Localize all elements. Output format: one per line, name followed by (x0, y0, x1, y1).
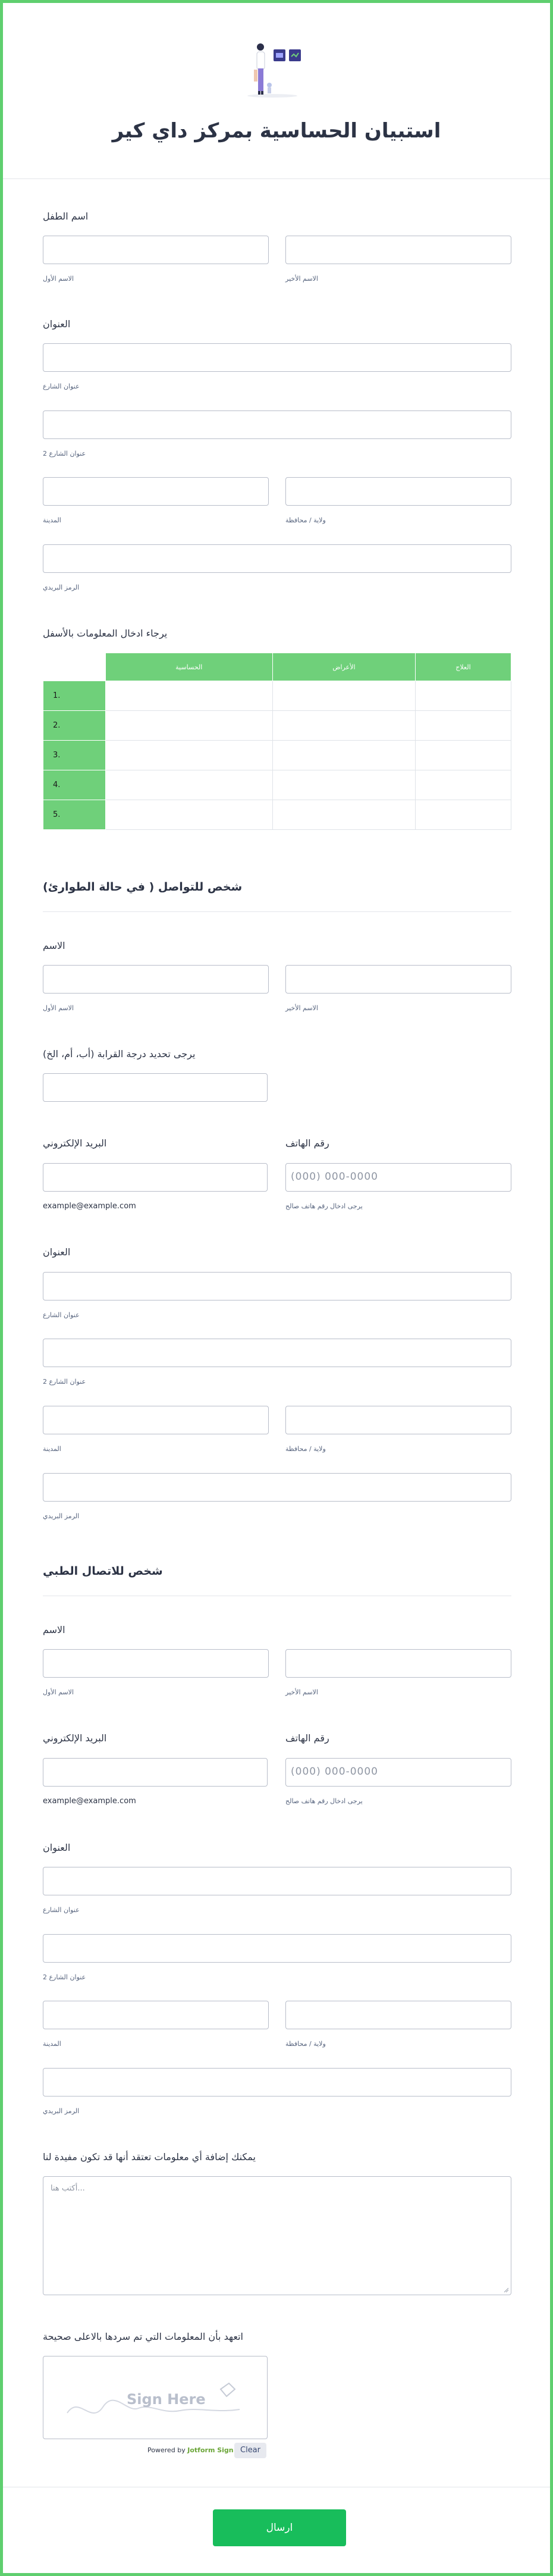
allergy-matrix (43, 653, 511, 830)
matrix-col-header: الأعراض (272, 653, 415, 681)
textarea-placeholder: أكتب هنا... (51, 2184, 85, 2193)
first-name-sublabel: الاسم الأول (43, 275, 74, 283)
matrix-row-header: 1. (43, 681, 106, 711)
matrix-cell[interactable] (105, 711, 272, 741)
emergency-state-input[interactable] (285, 1406, 511, 1434)
clear-signature-button[interactable]: Clear (234, 2443, 266, 2458)
emergency-street2-input[interactable] (43, 1339, 511, 1367)
signature-pad[interactable] (43, 2356, 268, 2439)
first-name-sublabel: الاسم الأول (43, 1004, 74, 1012)
medical-email-label: البريد الإلكتروني (43, 1732, 107, 1744)
medical-street-input[interactable] (43, 1867, 511, 1895)
matrix-cell[interactable] (272, 681, 415, 711)
emergency-address-label: العنوان (43, 1246, 71, 1258)
medical-address-label: العنوان (43, 1842, 71, 1853)
zip-sublabel: الرمز البريدي (43, 584, 80, 591)
matrix-cell[interactable] (272, 770, 415, 800)
address-label: العنوان (43, 318, 71, 330)
street2-sublabel: عنوان الشارع 2 (43, 450, 86, 457)
state-sublabel: ولاية / محافظة (285, 516, 326, 524)
zip-sublabel: الرمز البريدي (43, 1512, 80, 1520)
child-last-name-input[interactable] (285, 236, 511, 264)
matrix-cell[interactable] (105, 770, 272, 800)
doctor-illustration-icon (237, 39, 320, 98)
street-sublabel: عنوان الشارع (43, 383, 80, 390)
matrix-row-header: 3. (43, 741, 106, 770)
emergency-street-input[interactable] (43, 1272, 511, 1300)
matrix-cell[interactable] (415, 741, 511, 770)
state-sublabel: ولاية / محافظة (285, 2040, 326, 2048)
medical-name-label: الاسم (43, 1624, 65, 1635)
matrix-cell[interactable] (415, 681, 511, 711)
relation-input[interactable] (43, 1073, 268, 1102)
matrix-cell[interactable] (105, 681, 272, 711)
divider (43, 911, 511, 912)
city-sublabel: المدينة (43, 2040, 61, 2048)
phone-sublabel: يرجى ادخال رقم هاتف صالح (285, 1202, 363, 1210)
medical-city-input[interactable] (43, 2001, 269, 2029)
medical-email-input[interactable] (43, 1758, 268, 1787)
divider (3, 178, 550, 179)
city-sublabel: المدينة (43, 516, 61, 524)
extra-info-textarea[interactable] (43, 2176, 511, 2295)
state-input[interactable] (285, 477, 511, 506)
medical-heading: شخص للاتصال الطبي (43, 1565, 163, 1578)
submit-button[interactable]: ارسال (213, 2509, 346, 2546)
last-name-sublabel: الاسم الأخير (285, 1688, 318, 1696)
medical-last-name-input[interactable] (285, 1649, 511, 1678)
emergency-name-label: الاسم (43, 940, 65, 951)
matrix-cell[interactable] (415, 770, 511, 800)
matrix-cell[interactable] (272, 800, 415, 830)
emergency-email-label: البريد الإلكتروني (43, 1137, 107, 1149)
matrix-cell[interactable] (415, 711, 511, 741)
form-page (3, 3, 550, 2573)
powered-brand: Jotform Sign (187, 2446, 234, 2454)
medical-zip-input[interactable] (43, 2068, 511, 2096)
matrix-corner (43, 653, 106, 681)
street-sublabel: عنوان الشارع (43, 1311, 80, 1319)
resize-handle-icon[interactable] (503, 2287, 509, 2293)
matrix-col-header: العلاج (415, 653, 511, 681)
matrix-label: يرجاء ادخال المعلومات بالأسفل (43, 628, 168, 639)
relation-label: يرجى تحديد درجة القرابة (أب، أم، الخ) (43, 1048, 196, 1060)
extra-info-label: يمكنك إضافة أي معلومات تعتقد أنها قد تكون مفيدة لنا (43, 2151, 256, 2163)
phone-placeholder: (000) 000-0000 (291, 1171, 378, 1183)
emergency-phone-input[interactable] (285, 1163, 511, 1192)
email-sublabel: example@example.com (43, 1797, 136, 1806)
zip-sublabel: الرمز البريدي (43, 2107, 80, 2115)
sign-here-text: Sign Here (127, 2391, 206, 2408)
last-name-sublabel: الاسم الأخير (285, 275, 318, 283)
emergency-last-name-input[interactable] (285, 965, 511, 994)
child-first-name-input[interactable] (43, 236, 269, 264)
matrix-cell[interactable] (272, 741, 415, 770)
pledge-label: اتعهد بأن المعلومات التي تم سردها بالاعلى صحيحة (43, 2331, 243, 2342)
emergency-heading: شخص للتواصل ( في حالة الطوارئ) (43, 880, 243, 894)
medical-phone-input[interactable] (285, 1758, 511, 1787)
phone-sublabel: يرجى ادخال رقم هاتف صالح (285, 1797, 363, 1805)
form-title: استبيان الحساسية بمركز داي كير (112, 119, 441, 143)
matrix-cell[interactable] (105, 800, 272, 830)
zip-input[interactable] (43, 544, 511, 573)
emergency-city-input[interactable] (43, 1406, 269, 1434)
emergency-zip-input[interactable] (43, 1473, 511, 1502)
street-sublabel: عنوان الشارع (43, 1906, 80, 1914)
powered-prefix: Powered by (147, 2446, 186, 2454)
pen-icon (221, 2383, 235, 2396)
street2-sublabel: عنوان الشارع 2 (43, 1973, 86, 1981)
matrix-row-header: 2. (43, 711, 106, 741)
state-sublabel: ولاية / محافظة (285, 1445, 326, 1453)
child-name-label: اسم الطفل (43, 211, 89, 222)
emergency-first-name-input[interactable] (43, 965, 269, 994)
last-name-sublabel: الاسم الأخير (285, 1004, 318, 1012)
emergency-phone-label: رقم الهاتف (285, 1137, 329, 1149)
matrix-cell[interactable] (415, 800, 511, 830)
medical-state-input[interactable] (285, 2001, 511, 2029)
medical-street2-input[interactable] (43, 1934, 511, 1963)
street2-sublabel: عنوان الشارع 2 (43, 1378, 86, 1386)
email-sublabel: example@example.com (43, 1202, 136, 1211)
matrix-col-header: الحساسية (105, 653, 272, 681)
matrix-row-header: 5. (43, 800, 106, 830)
matrix-cell[interactable] (105, 741, 272, 770)
city-input[interactable] (43, 477, 269, 506)
emergency-email-input[interactable] (43, 1163, 268, 1192)
street2-input[interactable] (43, 410, 511, 439)
medical-phone-label: رقم الهاتف (285, 1732, 329, 1744)
street-input[interactable] (43, 343, 511, 372)
first-name-sublabel: الاسم الأول (43, 1688, 74, 1696)
powered-by (147, 2446, 234, 2454)
phone-placeholder: (000) 000-0000 (291, 1766, 378, 1778)
medical-first-name-input[interactable] (43, 1649, 269, 1678)
matrix-cell[interactable] (272, 711, 415, 741)
matrix-row-header: 4. (43, 770, 106, 800)
city-sublabel: المدينة (43, 1445, 61, 1453)
